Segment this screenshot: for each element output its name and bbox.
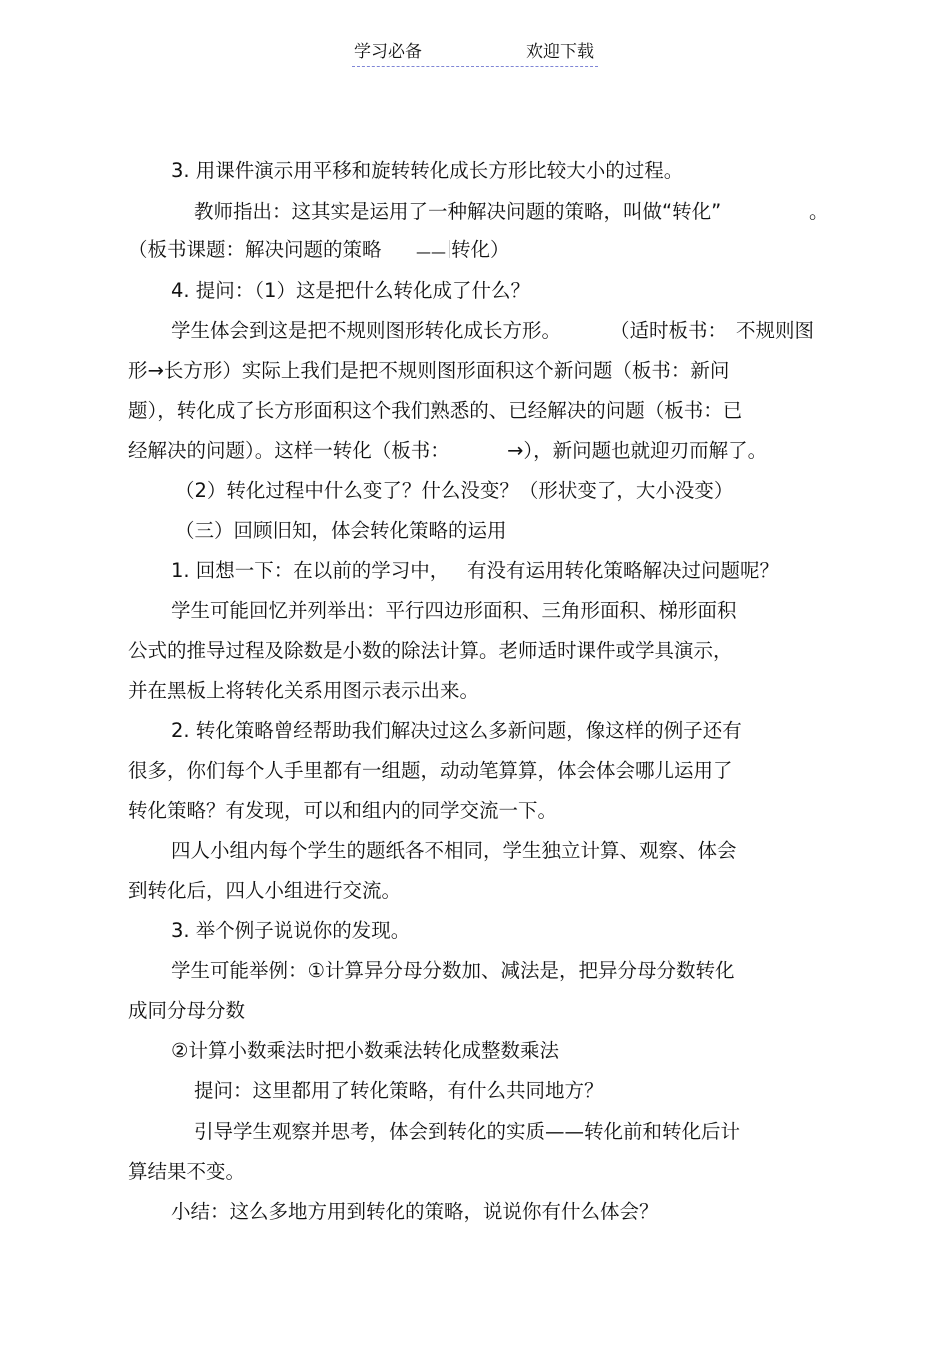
paragraph-line: （适时板书： <box>610 319 728 342</box>
paragraph-line: （三）回顾旧知，体会转化策略的运用 <box>175 519 507 542</box>
paragraph-line: 学生体会到这是把不规则图形转化成长方形。 <box>171 319 562 342</box>
divider <box>448 240 450 258</box>
paragraph-line: 成同分母分数 <box>128 999 246 1022</box>
paragraph-line: 公式的推导过程及除数是小数的除法计算。老师适时课件或学具演示， <box>128 639 733 662</box>
paragraph-line: 有没有运用转化策略解决过问题呢？ <box>467 559 780 582</box>
paragraph-line: （2）转化过程中什么变了？什么没变？（形状变了，大小没变） <box>175 479 734 502</box>
paragraph-line: 3. 举个例子说说你的发现。 <box>171 919 411 942</box>
header-right-text: 欢迎下载 <box>526 42 594 62</box>
paragraph-line: 小结：这么多地方用到转化的策略，说说你有什么体会？ <box>171 1200 659 1223</box>
paragraph-line: 经解决的问题）。这样一转化（板书： <box>128 439 450 462</box>
paragraph-line: 引导学生观察并思考，体会到转化的实质——转化前和转化后计 <box>194 1120 741 1143</box>
paragraph-line: 转化） <box>451 238 510 261</box>
paragraph-line: 到转化后，四人小组进行交流。 <box>128 879 402 902</box>
paragraph-line: 1. 回想一下：在以前的学习中， <box>171 559 450 582</box>
paragraph-line: 。 <box>809 200 829 223</box>
paragraph-line: 学生可能回忆并列举出：平行四边形面积、三角形面积、梯形面积 <box>171 599 737 622</box>
paragraph-line: 4. 提问：（1）这是把什么转化成了什么？ <box>171 279 530 302</box>
paragraph-line: 很多，你们每个人手里都有一组题，动动笔算算，体会体会哪儿运用了 <box>128 759 733 782</box>
paragraph-line: 题），转化成了长方形面积这个我们熟悉的、已经解决的问题（板书：已 <box>128 399 743 422</box>
page-header <box>352 40 598 67</box>
paragraph-line: 四人小组内每个学生的题纸各不相同，学生独立计算、观察、体会 <box>171 839 737 862</box>
paragraph-line: （板书课题：解决问题的策略 <box>128 238 382 261</box>
paragraph-line: 并在黑板上将转化关系用图示表示出来。 <box>128 679 480 702</box>
paragraph-line: →），新问题也就迎刃而解了。 <box>507 439 768 462</box>
paragraph-line: ②计算小数乘法时把小数乘法转化成整数乘法 <box>171 1039 559 1062</box>
paragraph-line: 算结果不变。 <box>128 1160 246 1183</box>
dash-mark: —— <box>416 243 446 261</box>
paragraph-line: 转化策略？有发现，可以和组内的同学交流一下。 <box>128 799 558 822</box>
paragraph-line: 2. 转化策略曾经帮助我们解决过这么多新问题，像这样的例子还有 <box>171 719 742 742</box>
paragraph-line: 3. 用课件演示用平移和旋转转化成长方形比较大小的过程。 <box>171 159 684 182</box>
paragraph-line: 提问：这里都用了转化策略，有什么共同地方？ <box>194 1079 604 1102</box>
header-left-text: 学习必备 <box>354 42 422 62</box>
paragraph-line: 学生可能举例：①计算异分母分数加、减法是，把异分母分数转化 <box>171 959 735 982</box>
paragraph-line: 形→长方形）实际上我们是把不规则图形面积这个新问题（板书：新问 <box>128 359 730 382</box>
paragraph-line: 教师指出：这其实是运用了一种解决问题的策略，叫做“转化” <box>194 200 722 223</box>
paragraph-line: 不规则图 <box>736 319 815 342</box>
